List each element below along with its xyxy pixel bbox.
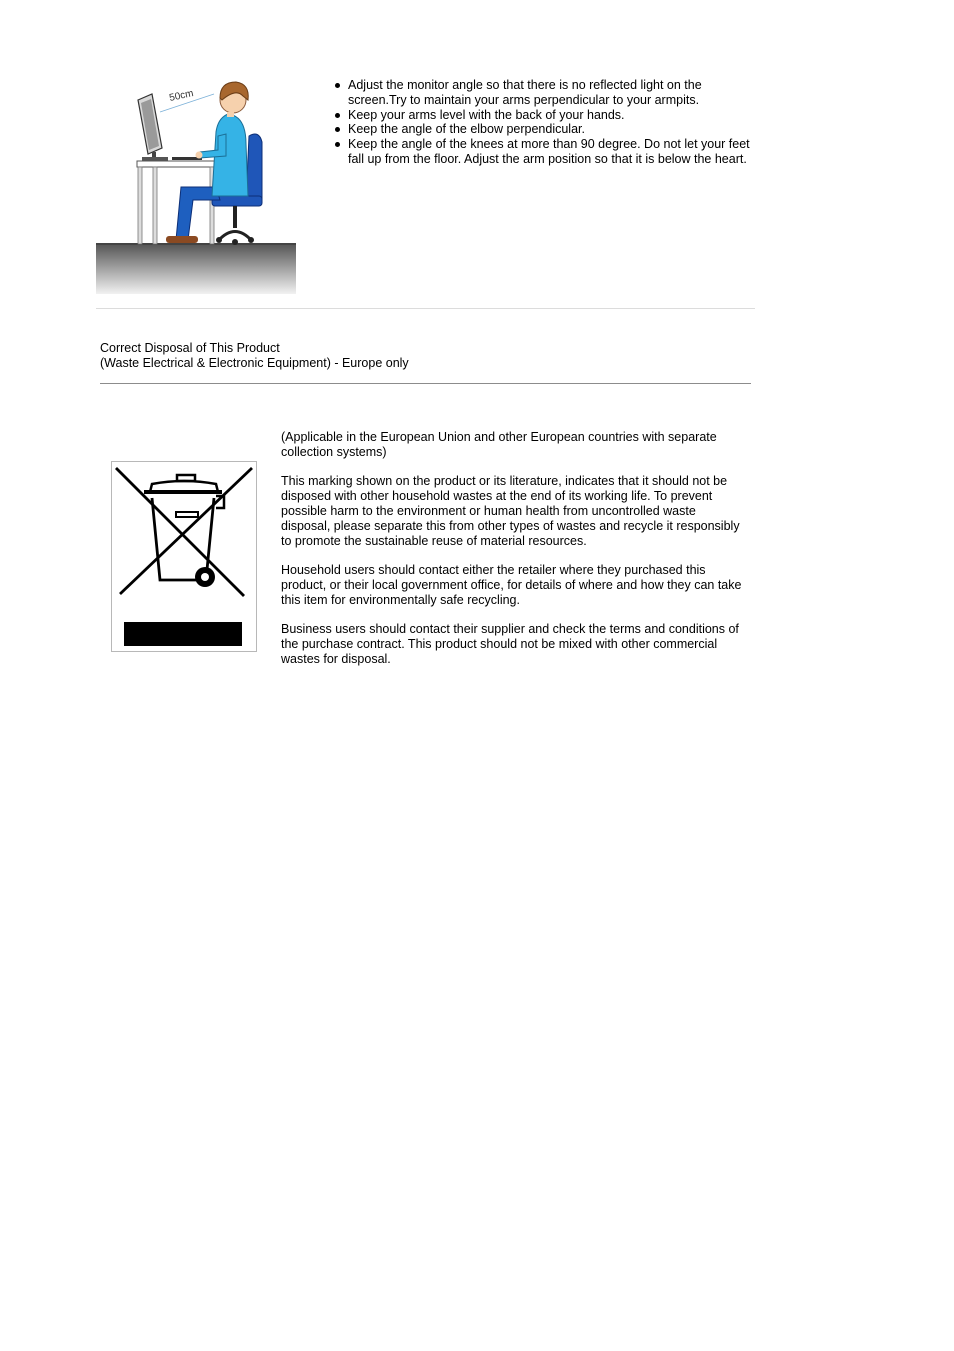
disposal-heading [100, 341, 750, 371]
paragraph: (Applicable in the European Union and other European countries with separate collection systems) [281, 430, 717, 459]
paragraph: This marking shown on the product or its literature, indicates that it should not be disposed with other household wastes at the end of its working life. To prevent possible harm to the environment or human health from uncontrolled waste disposal, please separate this from other types of wastes and recycle it responsibly to promote the sustainable reuse of material resources. [281, 474, 740, 548]
floor [96, 244, 296, 294]
disposal-subtitle: (Waste Electrical & Electronic Equipment) - Europe only [100, 356, 409, 370]
disposal-body [281, 430, 746, 681]
disposal-title: Correct Disposal of This Product [100, 341, 280, 355]
section-divider [96, 308, 755, 309]
desk-top [137, 161, 217, 167]
paragraph: Business users should contact their supplier and check the terms and conditions of the purchase contract. This product should not be mixed with other commercial wastes for disposal. [281, 622, 739, 666]
paragraph: Household users should contact either the retailer where they purchased this product, or their local government office, for details of where and how they can take this item for environmentally safe recycling. [281, 563, 742, 607]
weee-symbol [111, 461, 257, 652]
posture-illustration [96, 74, 296, 294]
list-item: Keep the angle of the elbow perpendicular. [330, 122, 755, 137]
list-item: Keep your arms level with the back of your hands. [330, 108, 755, 123]
distance-label: 50cm [168, 88, 195, 104]
list-item: Adjust the monitor angle so that there is no reflected light on the screen.Try to maintain your arms perpendicular to your armpits. [330, 78, 755, 108]
list-item: Keep the angle of the knees at more than 90 degree. Do not let your feet fall up from the floor. Adjust the arm position so that it is below the heart. [330, 137, 755, 167]
chair [246, 134, 262, 202]
heading-underline [100, 383, 751, 384]
posture-tips-list [330, 78, 755, 167]
